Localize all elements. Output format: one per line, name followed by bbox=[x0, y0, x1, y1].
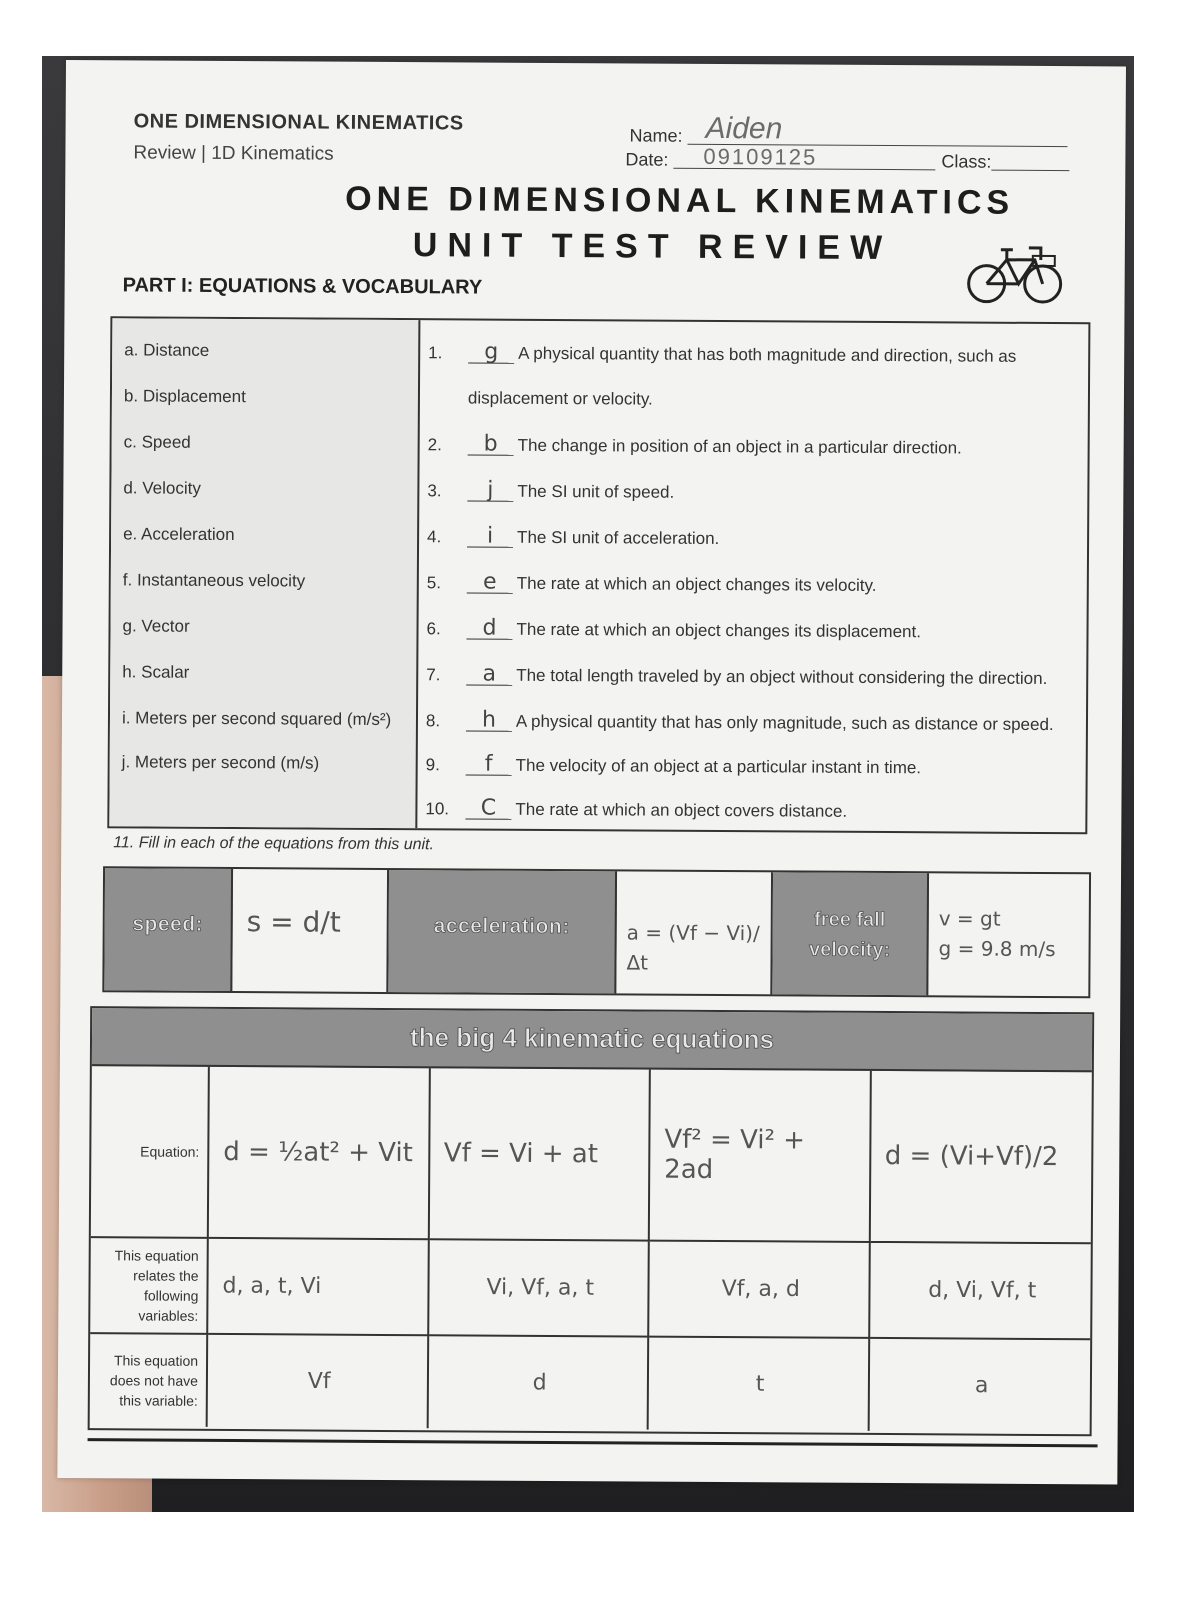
answer-blank[interactable]: b bbox=[468, 434, 514, 455]
main-title-line-2: UNIT TEST REVIEW bbox=[412, 226, 893, 268]
freefall-equation bbox=[938, 903, 1078, 964]
equation-value: Vf² = Vi² + 2ad bbox=[664, 1124, 806, 1185]
name-value: Aiden bbox=[705, 111, 783, 146]
vocab-term: a. Distance bbox=[124, 340, 210, 360]
vocab-term: f. Instantaneous velocity bbox=[122, 570, 306, 591]
speed-label: speed: bbox=[132, 912, 204, 936]
missing-cell[interactable] bbox=[649, 1338, 870, 1431]
speed-answer-cell[interactable] bbox=[232, 869, 389, 992]
acceleration-equation: a = (Vf − Vi)/Δt bbox=[626, 920, 760, 975]
worksheet-page bbox=[57, 60, 1126, 1484]
big4-equations-table bbox=[88, 1006, 1095, 1436]
answer-blank[interactable]: C bbox=[465, 798, 511, 819]
vocab-term: c. Speed bbox=[123, 432, 191, 452]
vocab-term: b. Displacement bbox=[123, 386, 246, 407]
vocab-term: d. Velocity bbox=[123, 478, 201, 498]
definition-row bbox=[427, 477, 675, 503]
definition-row bbox=[468, 388, 653, 409]
definition-number: 10. bbox=[425, 799, 450, 819]
row-label-cell bbox=[90, 1334, 209, 1427]
acceleration-label-cell bbox=[388, 870, 617, 993]
answer-blank[interactable]: d bbox=[466, 618, 512, 639]
relates-cell[interactable] bbox=[649, 1242, 870, 1339]
definition-row bbox=[425, 707, 1054, 735]
header-title: ONE DIMENSIONAL KINEMATICS bbox=[133, 110, 464, 135]
definition-number: 8. bbox=[425, 711, 441, 731]
relates-value: Vf, a, d bbox=[721, 1276, 800, 1303]
freefall-equation-line-1: v = gt bbox=[938, 906, 1001, 931]
equation-value: d = (Vi+Vf)/2 bbox=[884, 1141, 1059, 1173]
definition-number: 3. bbox=[427, 481, 442, 501]
definition-row bbox=[426, 615, 922, 642]
answer-blank[interactable]: f bbox=[466, 754, 512, 775]
definition-text: A physical quantity that has both magnitude and direction, such as bbox=[518, 343, 1017, 366]
equation-value: Vf = Vi + at bbox=[443, 1138, 599, 1170]
answer-blank[interactable]: h bbox=[466, 710, 512, 731]
definition-text: The total length traveled by an object without considering the direction. bbox=[516, 665, 1048, 689]
vocab-term: i. Meters per second squared (m/s²) bbox=[121, 708, 392, 729]
row-label-cell bbox=[90, 1238, 209, 1335]
definition-number: 5. bbox=[426, 573, 442, 593]
definition-number: 9. bbox=[425, 755, 440, 775]
freefall-label-line-2: velocity: bbox=[808, 938, 891, 962]
definition-text: The SI unit of speed. bbox=[517, 481, 675, 502]
definition-row bbox=[426, 661, 1048, 689]
missing-value: t bbox=[755, 1371, 765, 1397]
definition-text: The rate at which an object changes its displacement. bbox=[516, 619, 922, 642]
equation-cell[interactable] bbox=[870, 1071, 1092, 1244]
freefall-label-line-1: free fall bbox=[814, 908, 886, 932]
vocab-term: g. Vector bbox=[122, 616, 190, 636]
missing-cell[interactable] bbox=[428, 1336, 649, 1429]
relates-cell[interactable] bbox=[208, 1239, 429, 1336]
definition-row bbox=[425, 795, 848, 822]
missing-cell[interactable] bbox=[869, 1339, 1090, 1432]
relates-value: d, Vi, Vf, t bbox=[928, 1277, 1037, 1304]
relates-value: Vi, Vf, a, t bbox=[486, 1275, 595, 1301]
instruction-text: 11. Fill in each of the equations from this unit. bbox=[113, 834, 435, 854]
date-value: 09109125 bbox=[703, 143, 818, 170]
answer-blank[interactable]: g bbox=[468, 342, 514, 363]
missing-value: a bbox=[974, 1373, 989, 1399]
row-label-cell bbox=[91, 1066, 210, 1239]
freefall-equation-line-2: g = 9.8 m/s bbox=[938, 936, 1056, 962]
definition-number: 2. bbox=[427, 435, 442, 455]
definition-text: A physical quantity that has only magnitude, such as distance or speed. bbox=[515, 711, 1054, 735]
vocab-term: e. Acceleration bbox=[123, 524, 235, 545]
definition-number: 1. bbox=[428, 343, 443, 363]
definition-row bbox=[426, 569, 877, 596]
relates-row-label: This equation relates the following variables: bbox=[114, 1247, 199, 1324]
bottom-rule bbox=[88, 1438, 1098, 1447]
freefall-label bbox=[772, 904, 926, 965]
equation-value: d = ½at² + Vit bbox=[223, 1136, 413, 1169]
freefall-answer-cell[interactable] bbox=[928, 873, 1085, 996]
definition-row bbox=[428, 339, 1017, 367]
big4-grid bbox=[90, 1066, 1092, 1432]
equation-cell[interactable] bbox=[650, 1070, 872, 1243]
name-label: Name: bbox=[629, 125, 683, 146]
vocab-term: h. Scalar bbox=[122, 662, 190, 682]
definition-text: displacement or velocity. bbox=[467, 388, 653, 409]
speed-equation: s = d/t bbox=[246, 905, 341, 939]
answer-blank[interactable]: a bbox=[466, 664, 512, 685]
missing-value: d bbox=[532, 1370, 547, 1396]
part1-heading: PART I: EQUATIONS & VOCABULARY bbox=[122, 274, 483, 299]
speed-label-cell bbox=[104, 868, 233, 991]
relates-cell[interactable] bbox=[429, 1240, 650, 1337]
equation-cell[interactable] bbox=[429, 1068, 651, 1241]
definition-text: The rate at which an object covers distance. bbox=[515, 799, 848, 821]
relates-value: d, a, t, Vi bbox=[222, 1273, 322, 1300]
vocabulary-matching-box bbox=[107, 316, 1090, 834]
definition-text: The rate at which an object changes its velocity. bbox=[516, 573, 877, 595]
vocab-term-column bbox=[109, 318, 420, 828]
main-title-line-1: ONE DIMENSIONAL KINEMATICS bbox=[345, 179, 1015, 222]
vocab-term: j. Meters per second (m/s) bbox=[121, 752, 320, 773]
header-subtitle: Review | 1D Kinematics bbox=[133, 142, 334, 165]
class-label: Class: bbox=[941, 151, 992, 172]
class-line bbox=[991, 170, 1069, 171]
acceleration-label: acceleration: bbox=[433, 914, 570, 939]
definition-text: The change in position of an object in a particular direction. bbox=[517, 435, 962, 458]
relates-cell[interactable] bbox=[870, 1243, 1091, 1340]
answer-blank[interactable]: i bbox=[467, 526, 513, 547]
definition-number: 6. bbox=[426, 619, 441, 639]
acceleration-answer-cell[interactable] bbox=[616, 871, 773, 994]
definition-row bbox=[427, 431, 962, 458]
definition-text: The velocity of an object at a particular instant in time. bbox=[515, 755, 922, 778]
freefall-label-cell bbox=[772, 872, 929, 995]
missing-cell[interactable] bbox=[208, 1335, 429, 1428]
bicycle-icon bbox=[965, 237, 1065, 306]
big4-title: the big 4 kinematic equations bbox=[409, 1022, 775, 1055]
definition-text: The SI unit of acceleration. bbox=[517, 527, 720, 548]
answer-blank[interactable]: e bbox=[467, 572, 513, 593]
big4-header bbox=[92, 1008, 1092, 1072]
definition-row bbox=[425, 751, 922, 778]
equation-cell[interactable] bbox=[209, 1067, 431, 1240]
equations-row bbox=[102, 866, 1091, 998]
equation-row-label: Equation: bbox=[140, 1143, 200, 1160]
date-label: Date: bbox=[625, 149, 669, 170]
answer-blank[interactable]: j bbox=[467, 480, 513, 501]
definition-number: 7. bbox=[426, 665, 441, 685]
missing-value: Vf bbox=[307, 1369, 331, 1395]
definition-row bbox=[427, 523, 720, 549]
definition-number: 4. bbox=[427, 527, 442, 547]
missing-row-label: This equation does not have this variable: bbox=[109, 1352, 199, 1409]
